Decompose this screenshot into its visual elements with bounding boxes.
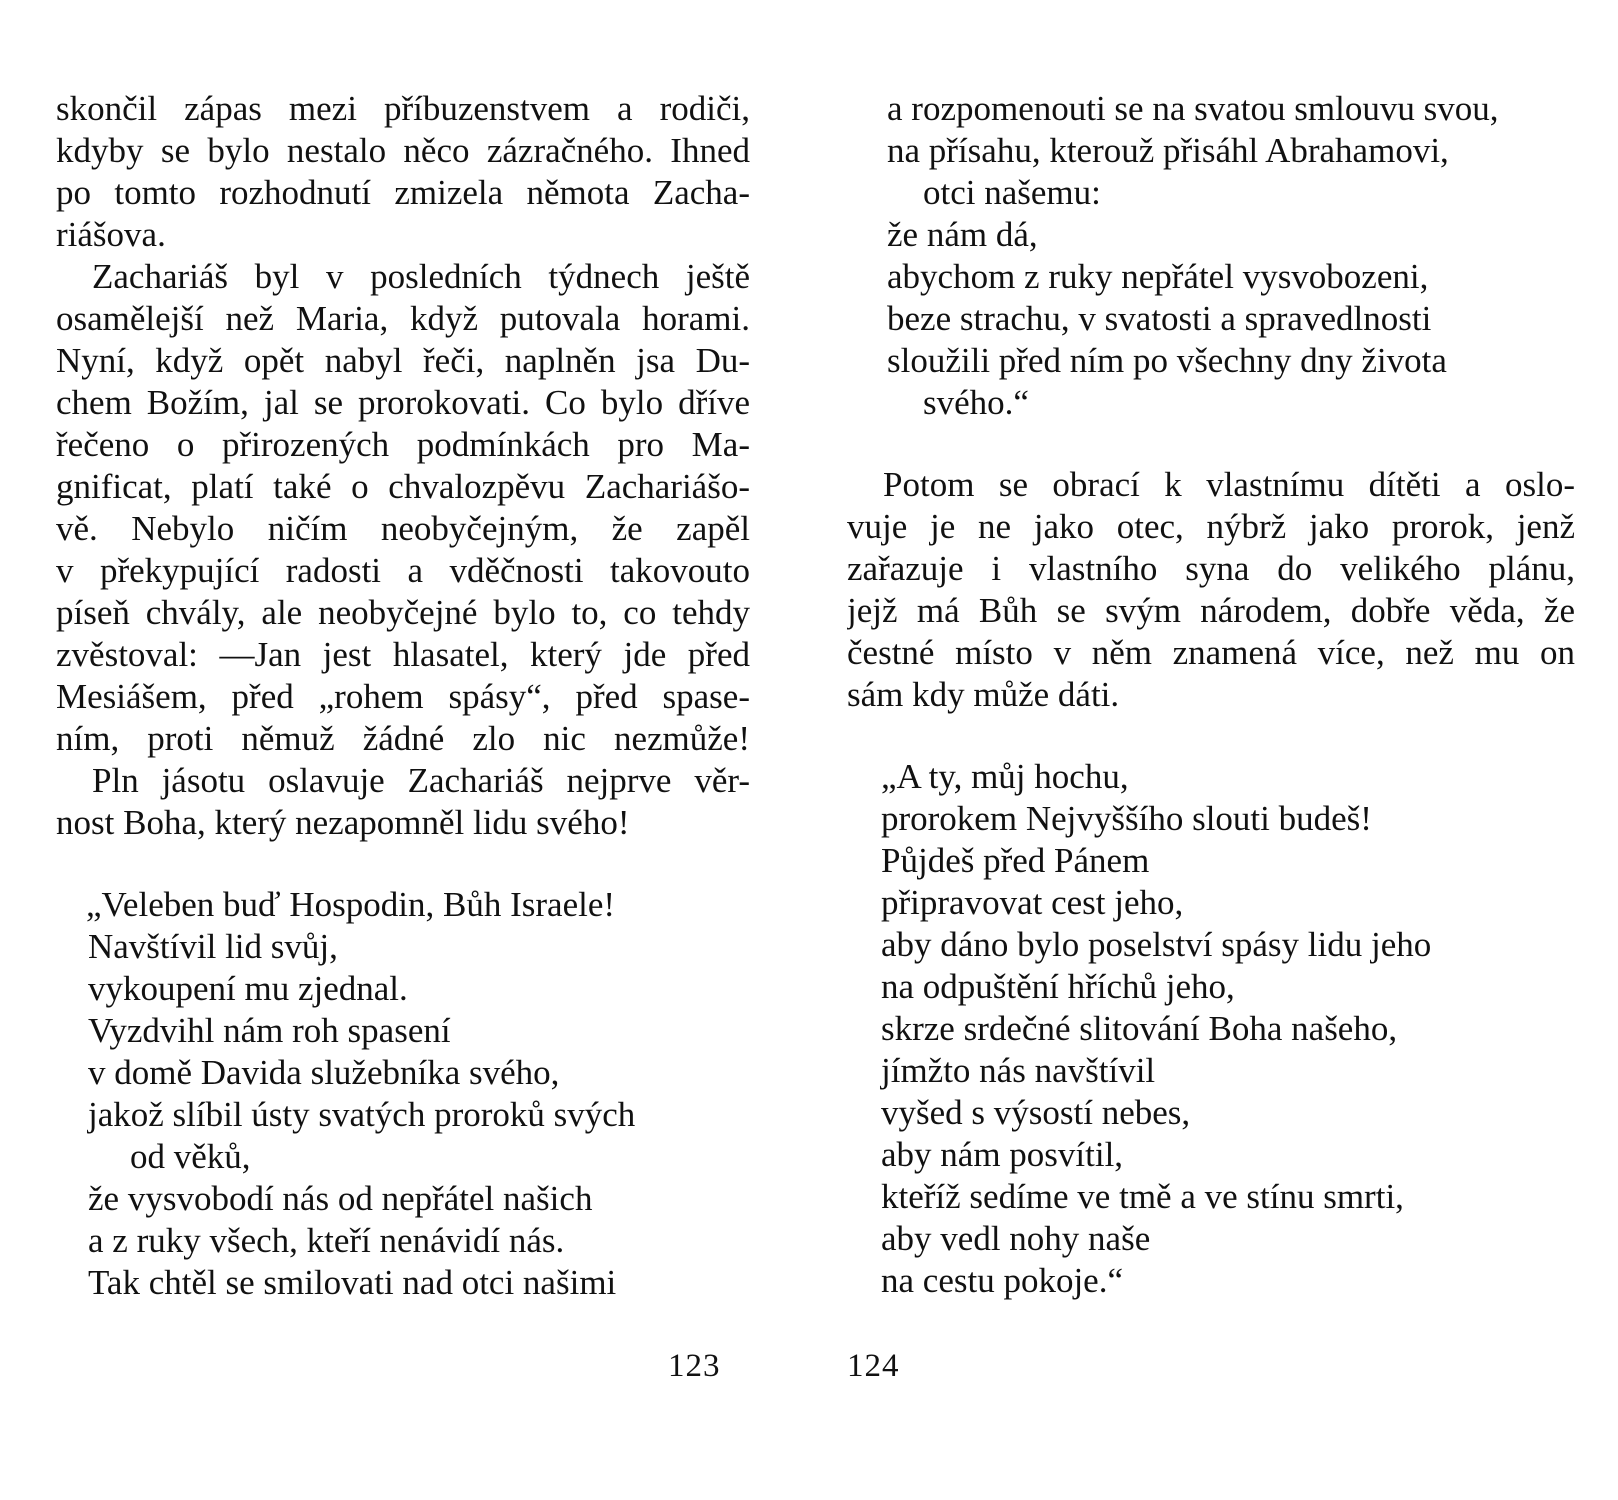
verse-line: otci našemu:	[923, 173, 1101, 212]
body-line: riášova.	[56, 215, 166, 254]
verse-line: beze strachu, v svatosti a spravedlnosti	[887, 299, 1432, 338]
body-line: sám kdy může dáti.	[847, 675, 1120, 714]
verse-line: „Veleben buď Hospodin, Bůh Israele!	[86, 885, 616, 924]
body-line: Nyní, když opět nabyl řeči, naplněn jsa Du-	[56, 341, 750, 380]
right-page	[809, 0, 1618, 1500]
verse-line: Tak chtěl se smilovati nad otci našimi	[88, 1263, 617, 1302]
body-line: vuje je ne jako otec, nýbrž jako prorok, jenž	[847, 507, 1575, 546]
verse-line: jímžto nás navštívil	[881, 1051, 1156, 1090]
verse-line: aby nám posvítil,	[881, 1135, 1124, 1174]
verse-line: od věků,	[130, 1137, 251, 1176]
verse-line: Půjdeš před Pánem	[881, 841, 1150, 880]
body-line: píseň chvály, ale neobyčejné bylo to, co tehdy	[56, 593, 750, 632]
verse-line: prorokem Nejvyššího slouti budeš!	[881, 799, 1372, 838]
body-line: řečeno o přirozených podmínkách pro Ma-	[56, 425, 750, 464]
verse-line: na cestu pokoje.“	[881, 1261, 1123, 1300]
verse-line: Navštívil lid svůj,	[88, 927, 338, 966]
verse-line: připravovat cest jeho,	[881, 883, 1184, 922]
page-number: 124	[847, 1348, 900, 1384]
verse-line: Vyzdvihl nám roh spasení	[88, 1011, 451, 1050]
body-line: čestné místo v něm znamená více, než mu on	[847, 633, 1575, 672]
verse-line: vykoupení mu zjednal.	[88, 969, 408, 1008]
body-line: vě. Nebylo ničím neobyčejným, že zapěl	[56, 509, 750, 548]
body-line: jejž má Bůh se svým národem, dobře věda, že	[847, 591, 1575, 630]
body-line: po tomto rozhodnutí zmizela němota Zacha-	[56, 173, 750, 212]
verse-line: a rozpomenouti se na svatou smlouvu svou,	[887, 89, 1499, 128]
body-line: osamělejší než Maria, když putovala horami.	[56, 299, 750, 338]
verse-line: svého.“	[923, 383, 1029, 422]
body-line: Zachariáš byl v posledních týdnech ještě	[92, 257, 750, 296]
verse-line: kteříž sedíme ve tmě a ve stínu smrti,	[881, 1177, 1404, 1216]
verse-line: v domě Davida služebníka svého,	[88, 1053, 560, 1092]
verse-line: na odpuštění hříchů jeho,	[881, 967, 1235, 1006]
body-line: v překypující radosti a vděčnosti takovouto	[56, 551, 750, 590]
body-line: zařazuje i vlastního syna do velikého plánu,	[847, 549, 1575, 588]
verse-line: sloužili před ním po všechny dny života	[887, 341, 1447, 380]
verse-line: jakož slíbil ústy svatých proroků svých	[88, 1095, 636, 1134]
verse-line: skrze srdečné slitování Boha našeho,	[881, 1009, 1398, 1048]
body-line: ním, proti němuž žádné zlo nic nezmůže!	[56, 719, 750, 758]
verse-line: aby dáno bylo poselství spásy lidu jeho	[881, 925, 1432, 964]
verse-line: aby vedl nohy naše	[881, 1219, 1151, 1258]
body-line: Mesiášem, před „rohem spásy“, před spase-	[56, 677, 750, 716]
verse-line: že vysvobodí nás od nepřátel našich	[88, 1179, 593, 1218]
body-line: gnificat, platí také o chvalozpěvu Zachariášo-	[56, 467, 750, 506]
body-line: Pln jásotu oslavuje Zachariáš nejprve věr-	[92, 761, 750, 800]
verse-line: abychom z ruky nepřátel vysvobozeni,	[887, 257, 1429, 296]
verse-line: „A ty, můj hochu,	[881, 757, 1129, 796]
body-line: chem Božím, jal se prorokovati. Co bylo dříve	[56, 383, 750, 422]
body-line: skončil zápas mezi příbuzenstvem a rodiči,	[56, 89, 750, 128]
body-line: Potom se obrací k vlastnímu dítěti a oslo-	[883, 465, 1575, 504]
body-line: zvěstoval: —Jan jest hlasatel, který jde před	[56, 635, 750, 674]
page-number: 123	[668, 1348, 721, 1384]
verse-line: na přísahu, kterouž přisáhl Abrahamovi,	[887, 131, 1449, 170]
verse-line: že nám dá,	[887, 215, 1038, 254]
verse-line: a z ruky všech, kteří nenávidí nás.	[88, 1221, 565, 1260]
body-line: kdyby se bylo nestalo něco zázračného. Ihned	[56, 131, 750, 170]
body-line: nost Boha, který nezapomněl lidu svého!	[56, 803, 630, 842]
verse-line: vyšed s výsostí nebes,	[881, 1093, 1191, 1132]
